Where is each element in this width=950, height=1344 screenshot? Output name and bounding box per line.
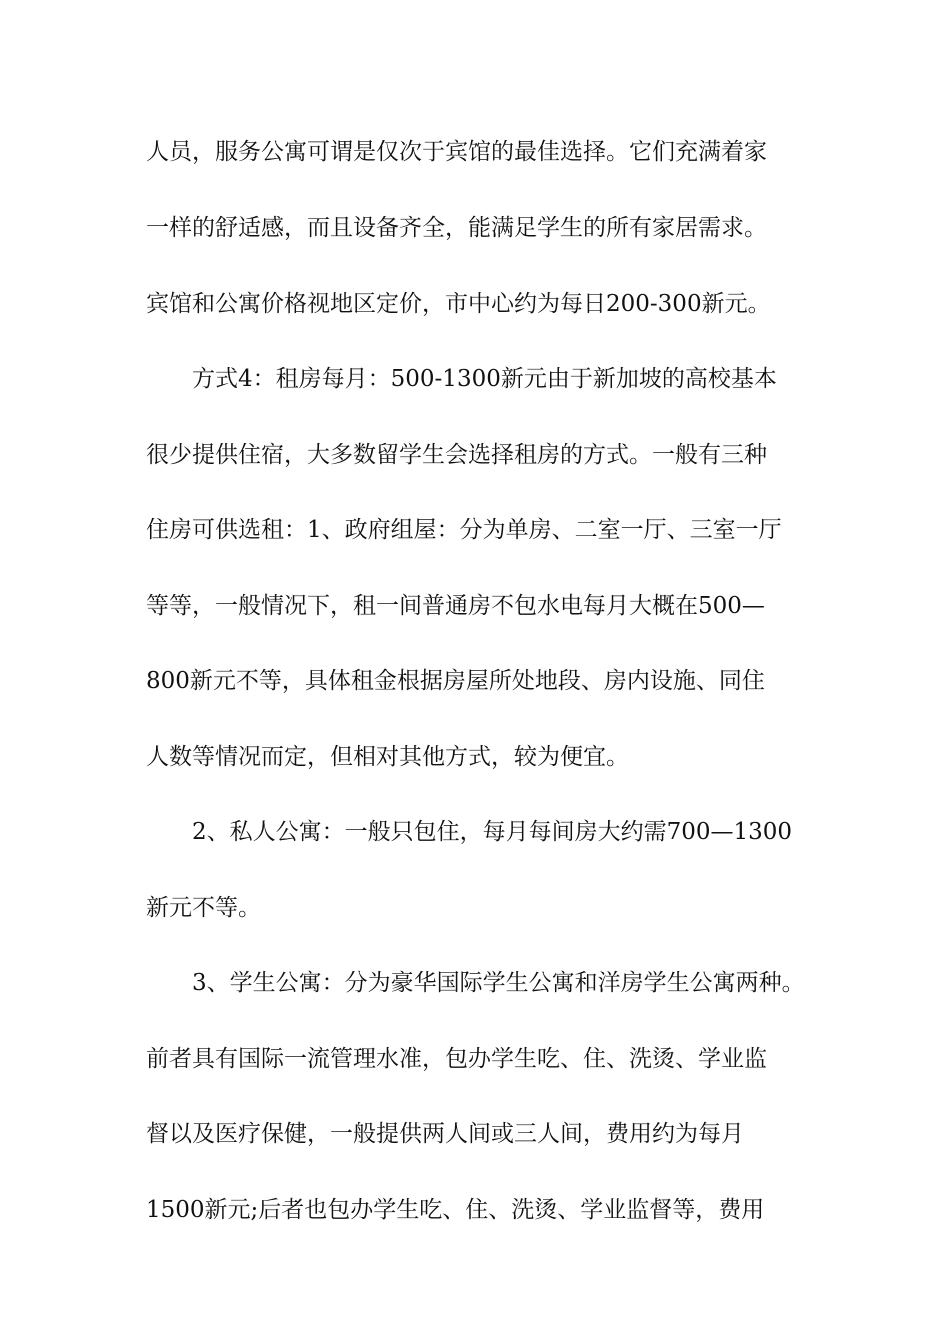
text-line: 督以及医疗保健，一般提供两人间或三人间，费用约为每月 [146,1121,744,1147]
text-line: 宾馆和公寓价格视地区定价，市中心约为每日200-300新元。 [146,291,771,317]
text-line: 一样的舒适感，而且设备齐全，能满足学生的所有家居需求。 [146,215,767,241]
text-line: 前者具有国际一流管理水准，包办学生吃、住、洗烫、学业监 [146,1046,767,1072]
text-line: 3、学生公寓：分为豪华国际学生公寓和洋房学生公寓两种。 [192,970,805,996]
text-line: 人数等情况而定，但相对其他方式，较为便宜。 [146,744,629,770]
text-line: 1500新元;后者也包办学生吃、住、洗烫、学业监督等，费用 [146,1197,765,1223]
text-line: 很少提供住宿，大多数留学生会选择租房的方式。一般有三种 [146,442,767,468]
text-line: 人员，服务公寓可谓是仅次于宾馆的最佳选择。它们充满着家 [146,139,767,165]
text-line: 2、私人公寓：一般只包住，每月每间房大约需700—1300 [192,819,793,845]
text-line: 住房可供选租：1、政府组屋：分为单房、二室一厅、三室一厅 [146,517,782,543]
text-line: 新元不等。 [146,895,261,921]
text-line: 800新元不等，具体租金根据房屋所处地段、房内设施、同住 [146,668,765,694]
text-line: 等等，一般情况下，租一间普通房不包水电每月大概在500— [146,593,765,619]
text-line: 方式4：租房每月：500-1300新元由于新加坡的高校基本 [192,366,777,392]
